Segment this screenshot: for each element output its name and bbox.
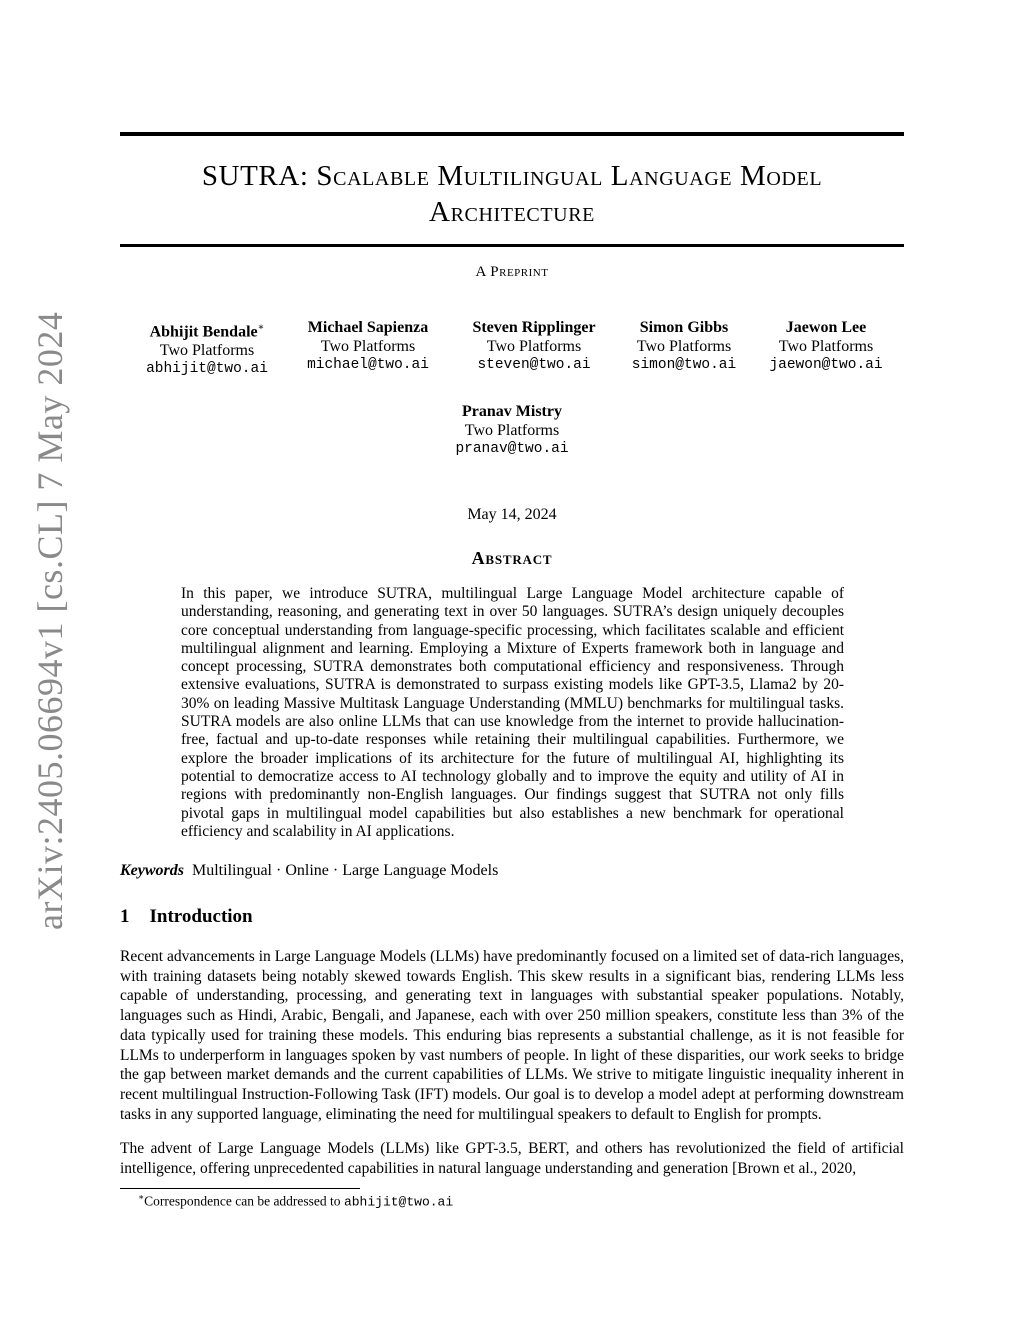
keywords [120, 862, 498, 880]
author-name: Pranav Mistry [462, 403, 562, 420]
author-name: Steven Ripplinger [472, 319, 596, 336]
arxiv-identifier: arXiv:2405.06694v1 [cs.CL] 7 May 2024 [30, 311, 70, 930]
author-affiliation: Two Platforms [320, 338, 416, 355]
footnote-email[interactable]: abhijit@two.ai [343, 1194, 454, 1210]
author-1 [142, 318, 272, 379]
author-name: Jaewon Lee [785, 319, 867, 336]
keywords-text: Multilingual · Online · Large Language Models [192, 862, 499, 879]
section-heading [120, 906, 253, 928]
author-name: Abhijit Bendale [149, 323, 258, 341]
title-rule-bottom [120, 244, 904, 247]
title-line-1: SUTRA: Scalable Multilingual Language Model [201, 160, 823, 192]
author-5 [764, 318, 888, 375]
footnote-marker: ∗ [257, 322, 265, 333]
paper-title [120, 158, 904, 230]
author-email[interactable]: jaewon@two.ai [769, 357, 883, 373]
section-number: 1 [120, 906, 130, 927]
title-rule-top [120, 132, 904, 136]
footnote [138, 1192, 453, 1210]
paragraph: Recent advancements in Large Language Models (LLMs) have predominantly focused on a limited set of data-rich languages, with training datasets being notably skewed towards English. This skew results in a significant bias, rendering LLMs less capable of understanding, processing, and generating text in languages with substantial speaker populations. Notably, languages such as Hindi, Arabic, Bengali, and Japanese, each with over 250 million speakers, constitute less than 3% of the data typically used for training these models. This enduring bias represents a substantial challenge, as it is not feasible for LLMs to underperform in languages spoken by vast numbers of people. In light of these disparities, our work seeks to bridge the gap between market demands and the current capabilities of LLMs. We strive to mitigate linguistic inequality inherent in recent multilingual Instruction-Following Task (IFT) models. Our goal is to develop a model adept at performing downstream tasks in any supported language, eliminating the need for multilingual speakers to default to English for prompts. [120, 948, 904, 1123]
publication-date: May 14, 2024 [467, 506, 557, 523]
author-email[interactable]: steven@two.ai [477, 357, 591, 373]
author-email[interactable]: simon@two.ai [631, 357, 737, 373]
author-3 [464, 318, 604, 375]
author-6 [452, 402, 572, 459]
title-line-2: Architecture [429, 196, 595, 228]
author-affiliation: Two Platforms [159, 342, 255, 360]
author-name: Michael Sapienza [307, 319, 429, 336]
author-affiliation: Two Platforms [464, 422, 560, 439]
author-name: Simon Gibbs [639, 319, 729, 336]
author-email[interactable]: michael@two.ai [307, 357, 429, 373]
footnote-marker: ∗ [138, 1192, 145, 1202]
footnote-rule [120, 1188, 360, 1189]
author-email[interactable]: pranav@two.ai [455, 441, 569, 457]
author-email[interactable]: abhijit@two.ai [146, 361, 268, 378]
paragraph: The advent of Large Language Models (LLMs) like GPT-3.5, BERT, and others has revolutionized the field of artificial intelligence, offering unprecedented capabilities in natural language understanding and generation [Brown et al., 2020, [120, 1140, 904, 1177]
author-affiliation: Two Platforms [636, 338, 732, 355]
author-affiliation: Two Platforms [486, 338, 582, 355]
abstract-heading: Abstract [471, 548, 553, 568]
section-title: Introduction [149, 906, 253, 927]
abstract-text: In this paper, we introduce SUTRA, multilingual Large Language Model architecture capable of understanding, reasoning, and generating text in over 50 languages. SUTRA’s design uniquely decouples core conceptual understanding from language-specific processing, which facilitates scalable and efficient multilingual alignment and learning. Employing a Mixture of Experts framework both in language and concept processing, SUTRA demonstrates both computational efficiency and responsiveness. Through extensive evaluations, SUTRA is demonstrated to surpass existing models like GPT-3.5, Llama2 by 20-30% on leading Massive Multitask Language Understanding (MMLU) benchmarks for multilingual tasks. SUTRA models are also online LLMs that can use knowledge from the internet to provide hallucination-free, factual and up-to-date responses while retaining their multilingual capabilities. Furthermore, we explore the broader implications of its architecture for the future of multilingual AI, highlighting its potential to democratize access to AI technology globally and to improve the equity and utility of AI in regions with predominantly non-English languages. Our findings suggest that SUTRA not only fills pivotal gaps in multilingual model capabilities but also establishes a new benchmark for operational efficiency and scalability in AI applications. [181, 585, 844, 840]
author-affiliation: Two Platforms [778, 338, 874, 355]
footnote-text: Correspondence can be addressed to [144, 1193, 344, 1209]
author-4 [622, 318, 746, 375]
preprint-label: A Preprint [475, 264, 549, 280]
author-2 [300, 318, 436, 375]
keywords-label: Keywords [120, 862, 184, 879]
